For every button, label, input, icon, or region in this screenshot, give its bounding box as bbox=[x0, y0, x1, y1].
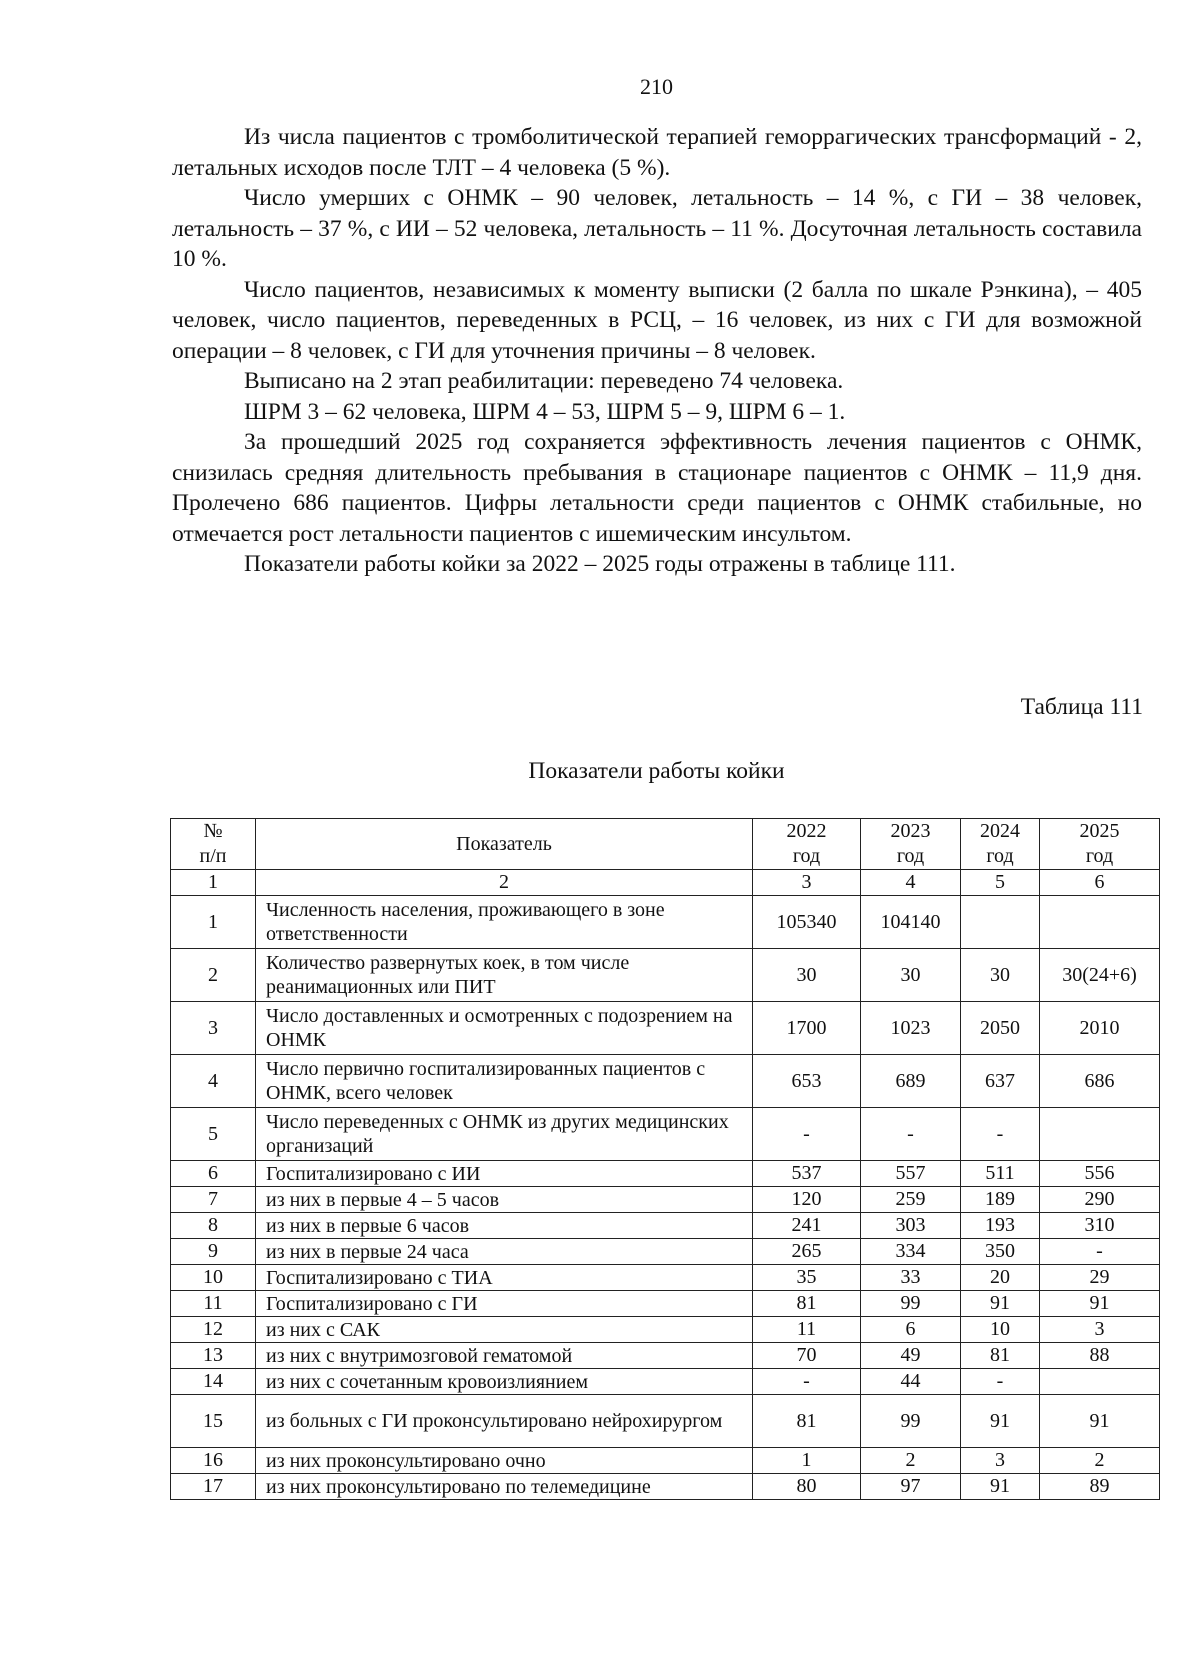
table-row bbox=[171, 1002, 1160, 1055]
value-2025: 2 bbox=[1040, 1448, 1160, 1474]
header-year-2024: 2024 год bbox=[961, 819, 1040, 870]
table-row bbox=[171, 1369, 1160, 1395]
value-2023: 99 bbox=[861, 1291, 961, 1317]
value-2022: 81 bbox=[753, 1291, 861, 1317]
value-2024 bbox=[961, 896, 1040, 949]
page-number: 210 bbox=[640, 74, 673, 99]
value-2022: - bbox=[753, 1369, 861, 1395]
indicator-cell: Численность населения, проживающего в зоне ответственности bbox=[256, 896, 753, 949]
value-2022: 1700 bbox=[753, 1002, 861, 1055]
table-row bbox=[171, 1108, 1160, 1161]
value-2023: 259 bbox=[861, 1187, 961, 1213]
value-2024: 10 bbox=[961, 1317, 1040, 1343]
table-row bbox=[171, 1161, 1160, 1187]
value-2025: 91 bbox=[1040, 1291, 1160, 1317]
indicator-cell: из них с внутримозговой гематомой bbox=[256, 1343, 753, 1369]
value-2022: 70 bbox=[753, 1343, 861, 1369]
indicator-cell: Госпитализировано с ГИ bbox=[256, 1291, 753, 1317]
row-number: 15 bbox=[171, 1395, 256, 1448]
paragraph: ШРМ 3 – 62 человека, ШРМ 4 – 53, ШРМ 5 – 9, ШРМ 6 – 1. bbox=[244, 398, 846, 425]
row-number: 16 bbox=[171, 1448, 256, 1474]
value-2023: 33 bbox=[861, 1265, 961, 1291]
value-2025: 30(24+6) bbox=[1040, 949, 1160, 1002]
paragraph: Выписано на 2 этап реабилитации: переведено 74 человека. bbox=[244, 368, 844, 394]
value-2025: 91 bbox=[1040, 1395, 1160, 1448]
value-2023: 104140 bbox=[861, 896, 961, 949]
indicator-cell: из них в первые 4 – 5 часов bbox=[256, 1187, 753, 1213]
table-title: Показатели работы койки bbox=[528, 758, 785, 784]
table-row bbox=[171, 1317, 1160, 1343]
value-2025: 290 bbox=[1040, 1187, 1160, 1213]
column-number: 5 bbox=[961, 870, 1040, 896]
paragraph: Число умерших с ОНМК – 90 человек, летальность – 14 %, с ГИ – 38 человек, летальность – 37 %, с ИИ – 52 человека, летальность – 11 %. Досуточная летальность составила 10 %. bbox=[172, 185, 1142, 272]
header-year-2025: 2025 год bbox=[1040, 819, 1160, 870]
indicator-cell: Число первично госпитализированных пациентов с ОНМК, всего человек bbox=[256, 1055, 753, 1108]
row-number: 10 bbox=[171, 1265, 256, 1291]
value-2024: 91 bbox=[961, 1474, 1040, 1500]
value-2023: 1023 bbox=[861, 1002, 961, 1055]
row-number: 2 bbox=[171, 949, 256, 1002]
value-2023: 49 bbox=[861, 1343, 961, 1369]
column-number: 4 bbox=[861, 870, 961, 896]
indicator-cell: из них с САК bbox=[256, 1317, 753, 1343]
value-2022: 11 bbox=[753, 1317, 861, 1343]
value-2023: 97 bbox=[861, 1474, 961, 1500]
value-2022: - bbox=[753, 1108, 861, 1161]
value-2025: 686 bbox=[1040, 1055, 1160, 1108]
value-2022: 653 bbox=[753, 1055, 861, 1108]
value-2025 bbox=[1040, 1108, 1160, 1161]
row-number: 12 bbox=[171, 1317, 256, 1343]
column-number: 3 bbox=[753, 870, 861, 896]
value-2024: 81 bbox=[961, 1343, 1040, 1369]
table-row bbox=[171, 1343, 1160, 1369]
value-2024: 91 bbox=[961, 1291, 1040, 1317]
table-row bbox=[171, 1213, 1160, 1239]
value-2024: 189 bbox=[961, 1187, 1040, 1213]
table-row bbox=[171, 1055, 1160, 1108]
value-2025: 310 bbox=[1040, 1213, 1160, 1239]
row-number: 9 bbox=[171, 1239, 256, 1265]
table-row bbox=[171, 1239, 1160, 1265]
row-number: 3 bbox=[171, 1002, 256, 1055]
value-2024: 3 bbox=[961, 1448, 1040, 1474]
row-number: 11 bbox=[171, 1291, 256, 1317]
row-number: 14 bbox=[171, 1369, 256, 1395]
row-number: 8 bbox=[171, 1213, 256, 1239]
indicator-cell: Госпитализировано с ТИА bbox=[256, 1265, 753, 1291]
value-2023: 689 bbox=[861, 1055, 961, 1108]
value-2024: 91 bbox=[961, 1395, 1040, 1448]
value-2024: 350 bbox=[961, 1239, 1040, 1265]
value-2022: 537 bbox=[753, 1161, 861, 1187]
row-number: 17 bbox=[171, 1474, 256, 1500]
value-2025: 556 bbox=[1040, 1161, 1160, 1187]
row-number: 4 bbox=[171, 1055, 256, 1108]
indicator-cell: Число переведенных с ОНМК из других медицинских организаций bbox=[256, 1108, 753, 1161]
table-row bbox=[171, 1291, 1160, 1317]
value-2025: 89 bbox=[1040, 1474, 1160, 1500]
value-2022: 81 bbox=[753, 1395, 861, 1448]
header-year-2022: 2022 год bbox=[753, 819, 861, 870]
indicator-cell: из них с сочетанным кровоизлиянием bbox=[256, 1369, 753, 1395]
table-row bbox=[171, 1395, 1160, 1448]
indicator-cell: из больных с ГИ проконсультировано нейрохирургом bbox=[256, 1395, 753, 1448]
value-2023: 44 bbox=[861, 1369, 961, 1395]
indicator-cell: из них в первые 6 часов bbox=[256, 1213, 753, 1239]
table-row bbox=[171, 1265, 1160, 1291]
header-num: № п/п bbox=[171, 819, 256, 870]
row-number: 13 bbox=[171, 1343, 256, 1369]
value-2022: 80 bbox=[753, 1474, 861, 1500]
value-2022: 1 bbox=[753, 1448, 861, 1474]
value-2025 bbox=[1040, 896, 1160, 949]
column-number: 1 bbox=[171, 870, 256, 896]
value-2023: 2 bbox=[861, 1448, 961, 1474]
header-indicator: Показатель bbox=[256, 819, 753, 870]
table-row bbox=[171, 949, 1160, 1002]
table-row bbox=[171, 896, 1160, 949]
header-year-2023: 2023 год bbox=[861, 819, 961, 870]
table-row bbox=[171, 1448, 1160, 1474]
paragraph: Из числа пациентов с тромболитической терапией геморрагических трансформаций - 2, летальных исходов после ТЛТ – 4 человека (5 %). bbox=[172, 124, 1142, 181]
value-2022: 105340 bbox=[753, 896, 861, 949]
value-2023: 99 bbox=[861, 1395, 961, 1448]
column-number-row bbox=[171, 870, 1160, 896]
value-2024: 30 bbox=[961, 949, 1040, 1002]
indicators-table bbox=[170, 818, 1160, 1500]
indicator-cell: Количество развернутых коек, в том числе реанимационных или ПИТ bbox=[256, 949, 753, 1002]
value-2023: 303 bbox=[861, 1213, 961, 1239]
value-2022: 35 bbox=[753, 1265, 861, 1291]
value-2025: 2010 bbox=[1040, 1002, 1160, 1055]
value-2024: 193 bbox=[961, 1213, 1040, 1239]
value-2024: - bbox=[961, 1369, 1040, 1395]
paragraph: За прошедший 2025 год сохраняется эффективность лечения пациентов с ОНМК, снизилась средняя длительность пребывания в стационаре пациентов с ОНМК – 11,9 дня. Пролечено 686 пациентов. Цифры летальности среди пациентов с ОНМК стабильные, но отмечается рост летальности пациентов с ишемическим инсультом. bbox=[172, 429, 1142, 547]
value-2025: - bbox=[1040, 1239, 1160, 1265]
value-2024: - bbox=[961, 1108, 1040, 1161]
column-number: 2 bbox=[256, 870, 753, 896]
value-2022: 241 bbox=[753, 1213, 861, 1239]
row-number: 1 bbox=[171, 896, 256, 949]
table-header-row bbox=[171, 819, 1160, 870]
indicator-cell: из них проконсультировано очно bbox=[256, 1448, 753, 1474]
value-2025: 29 bbox=[1040, 1265, 1160, 1291]
value-2025: 88 bbox=[1040, 1343, 1160, 1369]
indicator-cell: из них в первые 24 часа bbox=[256, 1239, 753, 1265]
paragraph: Число пациентов, независимых к моменту выписки (2 балла по шкале Рэнкина), – 405 человек, число пациентов, переведенных в РСЦ, – 16 человек, из них с ГИ для возможной операции – 8 человек, с ГИ для уточнения причины – 8 человек. bbox=[172, 276, 1142, 364]
value-2022: 120 bbox=[753, 1187, 861, 1213]
row-number: 5 bbox=[171, 1108, 256, 1161]
paragraph: Показатели работы койки за 2022 – 2025 годы отражены в таблице 111. bbox=[244, 551, 956, 577]
value-2022: 30 bbox=[753, 949, 861, 1002]
indicator-cell: из них проконсультировано по телемедицине bbox=[256, 1474, 753, 1500]
value-2024: 511 bbox=[961, 1161, 1040, 1187]
row-number: 6 bbox=[171, 1161, 256, 1187]
value-2024: 2050 bbox=[961, 1002, 1040, 1055]
value-2025: 3 bbox=[1040, 1317, 1160, 1343]
value-2024: 20 bbox=[961, 1265, 1040, 1291]
value-2025 bbox=[1040, 1369, 1160, 1395]
value-2022: 265 bbox=[753, 1239, 861, 1265]
value-2023: 334 bbox=[861, 1239, 961, 1265]
column-number: 6 bbox=[1040, 870, 1160, 896]
indicator-cell: Число доставленных и осмотренных с подозрением на ОНМК bbox=[256, 1002, 753, 1055]
value-2023: - bbox=[861, 1108, 961, 1161]
value-2024: 637 bbox=[961, 1055, 1040, 1108]
row-number: 7 bbox=[171, 1187, 256, 1213]
table-row bbox=[171, 1187, 1160, 1213]
value-2023: 6 bbox=[861, 1317, 961, 1343]
table-number: Таблица 111 bbox=[1020, 694, 1143, 720]
indicator-cell: Госпитализировано с ИИ bbox=[256, 1161, 753, 1187]
body-text bbox=[172, 122, 1142, 580]
table-row bbox=[171, 1474, 1160, 1500]
value-2023: 30 bbox=[861, 949, 961, 1002]
value-2023: 557 bbox=[861, 1161, 961, 1187]
